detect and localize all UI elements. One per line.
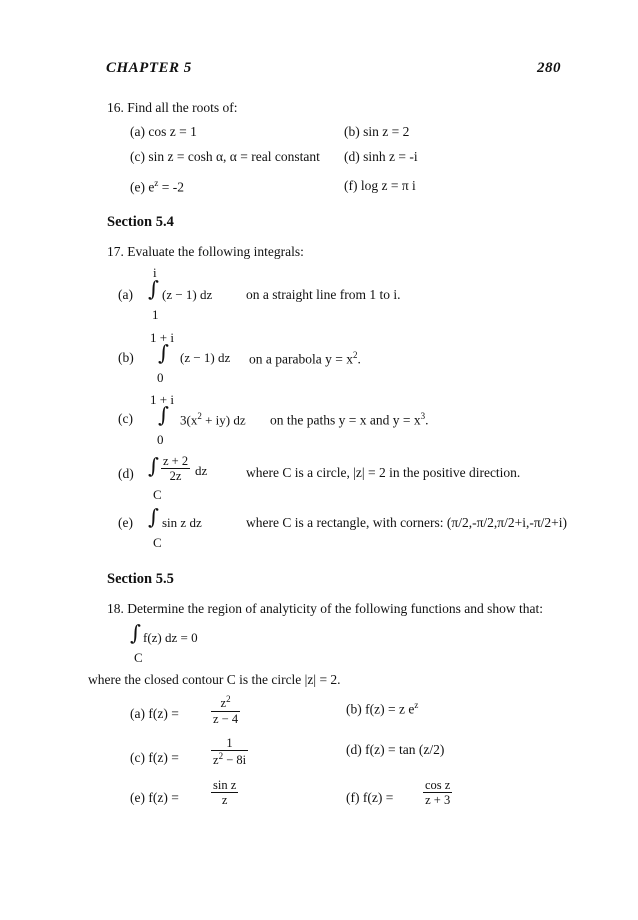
integral-sign: ∫ [158, 403, 169, 427]
problem-18f-fraction [423, 778, 452, 808]
problem-18c-den-rest: − 8i [223, 753, 247, 768]
problem-18e-denominator: z [221, 793, 228, 808]
integral-17d-differential: dz [195, 463, 208, 478]
problem-18b [346, 700, 418, 718]
problem-18e-prefix: (e) f(z) = [130, 790, 179, 805]
integral-17c-int-b: + iy) dz [201, 412, 246, 428]
integral-17b-desc-end: . [357, 351, 361, 367]
integral-sign: ∫ [148, 277, 159, 301]
integral-17e-integrand: sin z dz [162, 515, 202, 530]
chapter-heading: CHAPTER 5 [106, 60, 192, 76]
integral-17d-numerator: z + 2 [163, 454, 189, 468]
problem-16-e-rest: = -2 [158, 179, 184, 195]
section-5-4-heading: Section 5.4 [107, 214, 174, 230]
problem-18a-denominator: z − 4 [213, 711, 239, 726]
problem-18-integral: f(z) dz = 0 [143, 630, 198, 645]
integral-17e-description: where C is a rectangle, with corners: (π/2,-π/2,π/2+i,-π/2+i) [246, 515, 568, 530]
integral-17c-int-a: 3(x [180, 412, 198, 428]
problem-18a-num-base: z [220, 696, 227, 711]
integral-17c-integrand [180, 411, 246, 428]
problem-18c-fraction [211, 736, 248, 768]
problem-18a-num-exponent: 2 [226, 694, 231, 704]
problem-18f-denominator: z + 3 [425, 793, 451, 808]
problem-16-d: (d) sinh z = -i [344, 149, 418, 164]
integral-17b-desc-base: on a parabola y = x [249, 351, 353, 367]
integral-sign: ∫ [148, 454, 159, 478]
integral-17c-desc-exponent: 3 [420, 411, 426, 421]
integral-17c-int-exponent: 2 [197, 411, 202, 421]
integral-17a-lower-limit: 1 [152, 307, 159, 322]
problem-16-e [130, 178, 184, 196]
problem-18b-exponent: z [414, 700, 419, 710]
integral-sign: ∫ [148, 505, 159, 529]
problem-18a-prefix: (a) f(z) = [130, 706, 179, 721]
problem-18e-numerator: sin z [213, 778, 237, 792]
problem-17e-label: (e) [118, 515, 133, 530]
integral-17b-lower-limit: 0 [157, 370, 164, 385]
integral-17a-upper-limit: i [153, 265, 157, 280]
problem-16-a: (a) cos z = 1 [130, 124, 197, 139]
problem-18c-numerator: 1 [211, 736, 248, 751]
problem-18a-numerator [211, 694, 240, 712]
integral-17a-integrand: (z − 1) dz [162, 287, 213, 302]
page-number: 280 [537, 60, 561, 76]
problem-16-b: (b) sin z = 2 [344, 124, 410, 139]
problem-18c-den-base: z [213, 753, 219, 768]
integral-17e-contour: C [153, 535, 162, 550]
problem-18c-den-exponent: 2 [218, 751, 224, 762]
problem-18-intro: 18. Determine the region of analyticity of the following functions and show that: [107, 601, 544, 616]
integral-17d-description: where C is a circle, |z| = 2 in the positive direction. [246, 465, 521, 480]
problem-18-contour: C [134, 650, 143, 665]
problem-18d: (d) f(z) = tan (z/2) [346, 742, 445, 757]
integral-17b-description [249, 350, 361, 368]
integral-17d-fraction [161, 454, 190, 484]
integral-17c-desc-base: on the paths y = x and y = x [270, 412, 421, 428]
problem-16-e-exponent: z [154, 178, 159, 188]
integral-17c-lower-limit: 0 [157, 432, 164, 447]
integral-17d-denominator: 2z [169, 469, 182, 484]
integral-17c-description [270, 411, 428, 429]
integral-17a-description: on a straight line from 1 to i. [246, 287, 401, 302]
problem-18f-numerator: cos z [425, 778, 451, 792]
problem-17a-label: (a) [118, 287, 133, 302]
integral-17d-contour: C [153, 487, 162, 502]
integral-17b-integrand: (z − 1) dz [180, 350, 231, 365]
section-5-5-heading: Section 5.5 [107, 571, 174, 587]
problem-16-e-base: (e) e [130, 179, 155, 195]
problem-17b-label: (b) [118, 350, 134, 365]
problem-17c-label: (c) [118, 411, 133, 426]
problem-18-closing: where the closed contour C is the circle |z| = 2. [88, 672, 341, 687]
problem-18c-denominator [211, 751, 248, 768]
problem-17-intro: 17. Evaluate the following integrals: [107, 244, 304, 259]
integral-sign: ∫ [158, 341, 169, 365]
problem-16-f: (f) log z = π i [344, 178, 416, 193]
problem-16-c: (c) sin z = cosh α, α = real constant [130, 149, 320, 164]
integral-17b-upper-limit: 1 + i [150, 330, 174, 345]
problem-17d-label: (d) [118, 466, 134, 481]
integral-17c-desc-end: . [425, 412, 429, 428]
integral-17c-upper-limit: 1 + i [150, 392, 174, 407]
problem-18b-base: (b) f(z) = z e [346, 701, 415, 717]
integral-sign: ∫ [130, 621, 141, 645]
problem-18f-prefix: (f) f(z) = [346, 790, 394, 805]
integral-17b-desc-exponent: 2 [352, 350, 358, 360]
problem-18c-prefix: (c) f(z) = [130, 750, 179, 765]
problem-16-intro: 16. Find all the roots of: [107, 100, 238, 115]
problem-18a-fraction [211, 694, 240, 726]
problem-18e-fraction [211, 778, 238, 808]
